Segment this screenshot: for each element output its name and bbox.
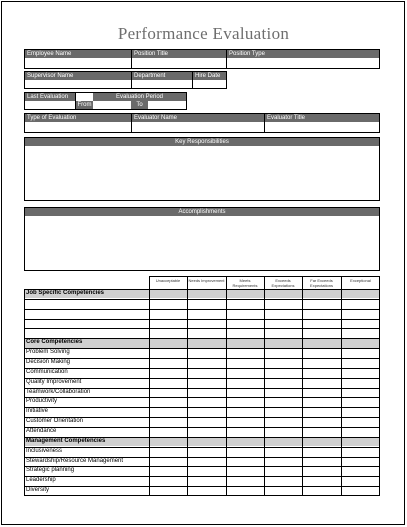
- rating-cell[interactable]: [150, 458, 187, 467]
- column-divider: [264, 289, 265, 496]
- competency-label: Communication: [26, 368, 68, 375]
- rating-cell[interactable]: [227, 487, 264, 496]
- position-title-field[interactable]: [132, 58, 226, 68]
- rating-cell[interactable]: [342, 329, 380, 338]
- rating-cell[interactable]: [265, 398, 302, 407]
- rating-cell[interactable]: [150, 379, 187, 388]
- rating-cell[interactable]: [265, 477, 302, 486]
- rating-cell[interactable]: [342, 448, 380, 457]
- rating-cell[interactable]: [265, 418, 302, 427]
- competency-label: Attendance: [26, 428, 57, 434]
- rating-cell[interactable]: [150, 467, 187, 476]
- rating-cell[interactable]: [227, 418, 264, 427]
- rating-cell[interactable]: [303, 379, 341, 388]
- rating-cell[interactable]: [303, 398, 341, 407]
- column-divider: [302, 276, 303, 290]
- rating-cell[interactable]: [150, 359, 187, 368]
- row-divider: [24, 338, 380, 339]
- to-label: To: [131, 101, 148, 109]
- rating-cell[interactable]: [342, 389, 380, 398]
- evaluation-period-label: Evaluation Period: [93, 93, 186, 101]
- rating-cell[interactable]: [303, 448, 341, 457]
- rating-cell[interactable]: [150, 310, 187, 319]
- rating-cell[interactable]: [303, 389, 341, 398]
- rating-cell[interactable]: [303, 369, 341, 378]
- competency-label: Strategic planning: [26, 467, 75, 474]
- rating-cell[interactable]: [303, 477, 341, 486]
- rating-cell[interactable]: [303, 300, 341, 309]
- rating-cell[interactable]: [342, 418, 380, 427]
- section-heading: Management Competencies: [26, 437, 106, 444]
- supervisor-name-field[interactable]: [25, 80, 131, 88]
- accomplishments-field[interactable]: [25, 217, 379, 270]
- key-responsibilities-field[interactable]: [25, 147, 379, 200]
- rating-cell[interactable]: [265, 428, 302, 437]
- rating-cell[interactable]: [342, 477, 380, 486]
- rating-cell[interactable]: [303, 320, 341, 329]
- employee-name-field[interactable]: [25, 58, 131, 68]
- from-label: From: [77, 102, 92, 108]
- rating-cell[interactable]: [188, 310, 226, 319]
- rating-cell[interactable]: [150, 418, 187, 427]
- competency-label: Quality Improvement: [26, 378, 82, 385]
- competency-label: Problem Solving: [26, 349, 70, 356]
- type-of-evaluation-label: Type of Evaluation: [25, 114, 131, 122]
- column-divider: [187, 276, 188, 290]
- department-field[interactable]: [132, 80, 192, 88]
- column-divider: [226, 276, 227, 290]
- evaluator-name-label: Evaluator Name: [132, 114, 264, 122]
- rating-cell[interactable]: [227, 300, 264, 309]
- rating-column-header: Exceeds Expectations: [271, 278, 295, 288]
- competency-label: Customer Orientation: [26, 418, 84, 425]
- rating-cell[interactable]: [265, 300, 302, 309]
- rating-cell[interactable]: [227, 359, 264, 368]
- accomplishments-header: Accomplishments: [25, 208, 379, 216]
- rating-cell[interactable]: [265, 458, 302, 467]
- column-divider: [226, 289, 227, 496]
- competency-label: Decision Making: [26, 359, 71, 365]
- rating-cell[interactable]: [303, 458, 341, 467]
- rating-cell[interactable]: [265, 467, 302, 476]
- rating-cell[interactable]: [227, 458, 264, 467]
- column-divider: [341, 289, 342, 496]
- rating-cell[interactable]: [188, 389, 226, 398]
- rating-cell[interactable]: [150, 320, 187, 329]
- rating-column-header: Far Exceeds Expectations: [310, 278, 333, 288]
- rating-cell[interactable]: [188, 398, 226, 407]
- rating-cell[interactable]: [188, 379, 226, 388]
- rating-cell[interactable]: [150, 389, 187, 398]
- rating-cell[interactable]: [265, 408, 302, 417]
- position-title-label: Position Title: [132, 50, 226, 58]
- competency-label: Productivity: [26, 398, 58, 405]
- rating-cell[interactable]: [188, 320, 226, 329]
- section-heading: Job Specific Competencies: [26, 290, 105, 296]
- rating-cell[interactable]: [150, 300, 187, 309]
- rating-cell[interactable]: [265, 349, 302, 358]
- column-divider: [149, 289, 150, 496]
- rating-cell[interactable]: [150, 408, 187, 417]
- rating-cell[interactable]: [342, 458, 380, 467]
- rating-cell[interactable]: [150, 369, 187, 378]
- rating-cell[interactable]: [342, 487, 380, 496]
- rating-cell[interactable]: [227, 408, 264, 417]
- rating-cell[interactable]: [303, 359, 341, 368]
- rating-cell[interactable]: [265, 448, 302, 457]
- rating-cell[interactable]: [227, 389, 264, 398]
- rating-cell[interactable]: [188, 329, 226, 338]
- rating-cell[interactable]: [227, 329, 264, 338]
- competency-label: Diversity: [26, 487, 50, 494]
- column-divider: [341, 276, 342, 290]
- supervisor-name-label: Supervisor Name: [25, 72, 131, 80]
- rating-cell[interactable]: [342, 320, 380, 329]
- employee-name-label: Employee Name: [25, 50, 131, 58]
- rating-cell[interactable]: [227, 428, 264, 437]
- rating-cell[interactable]: [303, 310, 341, 319]
- column-divider: [264, 276, 265, 290]
- rating-cell[interactable]: [188, 369, 226, 378]
- rating-cell[interactable]: [265, 329, 302, 338]
- rating-cell[interactable]: [265, 487, 302, 496]
- rating-cell[interactable]: [342, 310, 380, 319]
- position-type-label: Position Type: [227, 50, 379, 58]
- competency-label: Inclusiveness: [26, 447, 63, 454]
- rating-cell[interactable]: [188, 349, 226, 358]
- rating-cell[interactable]: [303, 349, 341, 358]
- rating-cell[interactable]: [342, 369, 380, 378]
- rating-cell[interactable]: [227, 349, 264, 358]
- rating-cell[interactable]: [342, 428, 380, 437]
- rating-cell[interactable]: [188, 458, 226, 467]
- rating-column-header: Meets Requirements: [232, 278, 258, 288]
- rating-column-header: Exceptional: [350, 278, 371, 283]
- row-divider: [24, 437, 380, 438]
- rating-cell[interactable]: [265, 359, 302, 368]
- last-evaluation-field[interactable]: [25, 101, 75, 109]
- rating-cell[interactable]: [188, 418, 226, 427]
- rating-cell[interactable]: [342, 408, 380, 417]
- rating-cell[interactable]: [188, 477, 226, 486]
- rating-cell[interactable]: [227, 310, 264, 319]
- rating-cell[interactable]: [265, 320, 302, 329]
- page-title: Performance Evaluation: [117, 24, 290, 43]
- evaluator-title-field[interactable]: [265, 122, 379, 132]
- rating-column-header: Needs Improvement: [188, 278, 225, 283]
- rating-cell[interactable]: [188, 300, 226, 309]
- rating-cell[interactable]: [150, 448, 187, 457]
- rating-cell[interactable]: [150, 428, 187, 437]
- hire-date-field[interactable]: [193, 80, 226, 88]
- rating-cell[interactable]: [188, 428, 226, 437]
- rating-cell[interactable]: [342, 467, 380, 476]
- rating-cell[interactable]: [342, 300, 380, 309]
- rating-cell[interactable]: [227, 379, 264, 388]
- rating-cell[interactable]: [265, 379, 302, 388]
- type-of-evaluation-field[interactable]: [25, 122, 131, 132]
- rating-cell[interactable]: [342, 359, 380, 368]
- rating-cell[interactable]: [265, 310, 302, 319]
- section-heading: Core Competencies: [26, 339, 83, 346]
- last-evaluation-label: Last Evaluation: [25, 93, 75, 101]
- rating-cell[interactable]: [342, 398, 380, 407]
- rating-cell[interactable]: [227, 477, 264, 486]
- rating-cell[interactable]: [227, 398, 264, 407]
- rating-cell[interactable]: [188, 359, 226, 368]
- rating-cell[interactable]: [150, 398, 187, 407]
- rating-cell[interactable]: [303, 408, 341, 417]
- rating-cell[interactable]: [150, 477, 187, 486]
- rating-cell[interactable]: [303, 418, 341, 427]
- column-divider: [187, 289, 188, 496]
- to-date-field[interactable]: [149, 101, 186, 109]
- rating-cell[interactable]: [188, 467, 226, 476]
- competency-label: Leadership: [26, 477, 56, 484]
- rating-cell[interactable]: [227, 448, 264, 457]
- rating-cell[interactable]: [150, 487, 187, 496]
- competency-label: Initiative: [26, 408, 49, 415]
- hire-date-label: Hire Date: [193, 72, 226, 80]
- rating-cell[interactable]: [303, 329, 341, 338]
- rating-cell[interactable]: [188, 408, 226, 417]
- rating-cell[interactable]: [303, 487, 341, 496]
- rating-cell[interactable]: [265, 389, 302, 398]
- department-label: Department: [132, 72, 192, 80]
- rating-cell[interactable]: [188, 448, 226, 457]
- rating-cell[interactable]: [227, 320, 264, 329]
- competency-label: Stewardship/Resource Management: [26, 457, 124, 464]
- rating-cell[interactable]: [227, 467, 264, 476]
- competency-label: Teamwork/Collaboration: [26, 388, 91, 395]
- rating-column-header: Unacceptable: [155, 278, 181, 283]
- rating-cell[interactable]: [265, 369, 302, 378]
- rating-cell[interactable]: [227, 369, 264, 378]
- rating-cell[interactable]: [303, 428, 341, 437]
- rating-cell[interactable]: [150, 349, 187, 358]
- rating-cell[interactable]: [342, 349, 380, 358]
- rating-cell[interactable]: [188, 487, 226, 496]
- key-responsibilities-header: Key Responsibilities: [25, 138, 379, 146]
- from-date-field[interactable]: [94, 101, 130, 109]
- rating-cell[interactable]: [150, 329, 187, 338]
- column-divider: [302, 289, 303, 496]
- evaluator-title-label: Evaluator Title: [265, 114, 379, 122]
- position-type-field[interactable]: [227, 58, 379, 68]
- evaluator-name-field[interactable]: [132, 122, 264, 132]
- rating-cell[interactable]: [303, 467, 341, 476]
- rating-cell[interactable]: [342, 379, 380, 388]
